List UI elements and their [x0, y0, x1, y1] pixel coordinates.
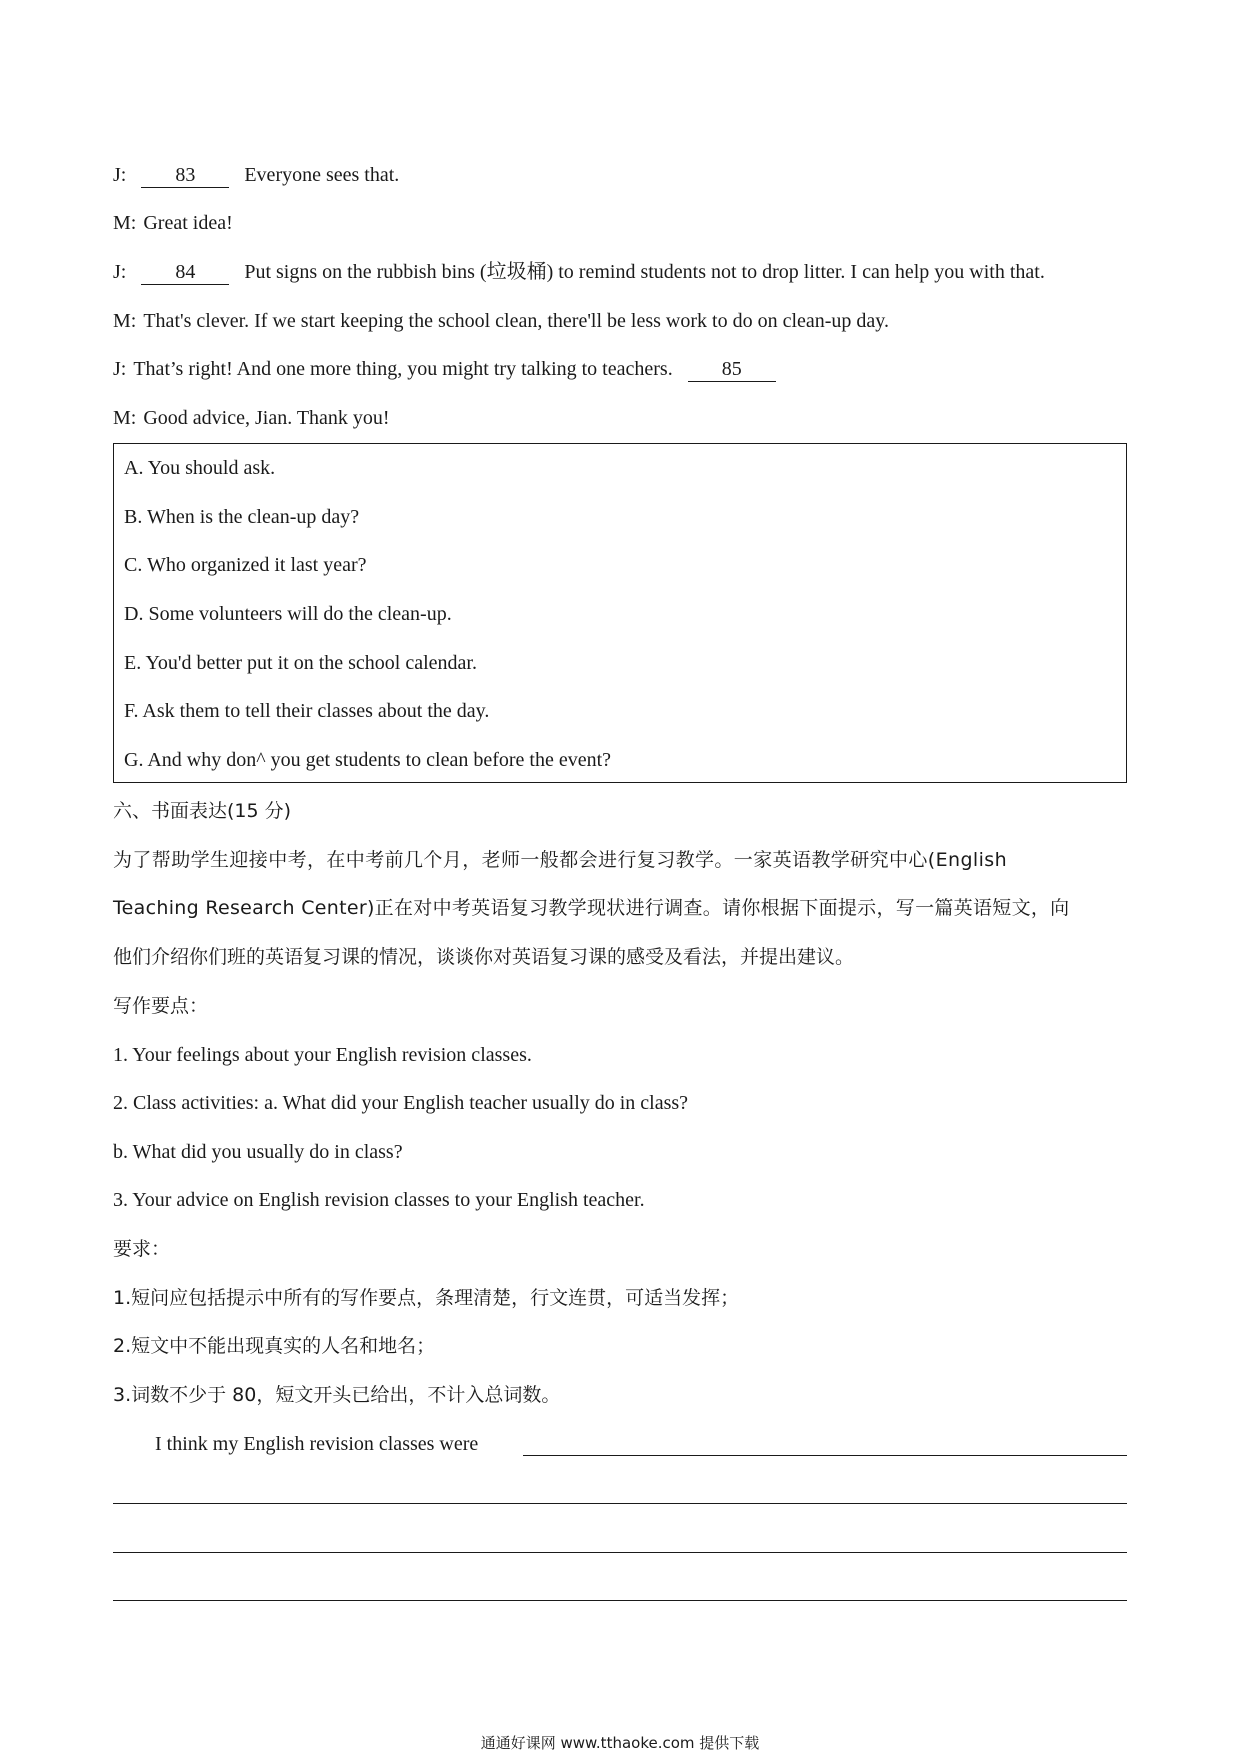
writing-line-2[interactable] — [113, 1503, 1127, 1504]
speaker: M: — [113, 310, 137, 332]
intro-line-2: Teaching Research Center)正在对中考英语复习教学现状进行调查。请你根据下面提示，写一篇英语短文，向 — [113, 897, 1070, 919]
page-footer: 通通好课网 www.tthaoke.com 提供下载 — [480, 1734, 760, 1752]
point-2: 2. Class activities: a. What did your English teacher usually do in class? — [113, 1092, 689, 1114]
dialogue-text: That’s right! And one more thing, you might try talking to teachers. — [133, 358, 673, 380]
dialogue-text: Great idea! — [143, 212, 233, 234]
writing-line-4[interactable] — [113, 1600, 1127, 1601]
speaker: J: — [113, 164, 127, 186]
dialogue-text: Good advice, Jian. Thank you! — [143, 407, 390, 429]
writing-line-1[interactable] — [523, 1455, 1127, 1456]
answer-blank-85[interactable]: 85 — [688, 357, 776, 382]
speaker: M: — [113, 212, 137, 234]
option-e: E. You'd better put it on the school calendar. — [124, 652, 477, 674]
option-d: D. Some volunteers will do the clean-up. — [124, 603, 452, 625]
option-c: C. Who organized it last year? — [124, 554, 367, 576]
dialogue-text: Put signs on the rubbish bins (垃圾桶) to remind students not to drop litter. I can help you with that. — [244, 261, 1045, 283]
requirements-title: 要求： — [113, 1238, 171, 1260]
options-box — [113, 443, 1127, 783]
essay-starter: I think my English revision classes were — [155, 1433, 479, 1455]
writing-line-3[interactable] — [113, 1552, 1127, 1553]
option-a: A. You should ask. — [124, 457, 276, 479]
dialogue-line-2 — [113, 209, 233, 237]
dialogue-line-3 — [113, 258, 1045, 286]
option-g: G. And why don^ you get students to clean before the event? — [124, 749, 612, 771]
answer-blank-83[interactable]: 83 — [141, 163, 229, 188]
option-f: F. Ask them to tell their classes about the day. — [124, 700, 490, 722]
section-heading: 六、书面表达(15 分) — [113, 800, 292, 822]
dialogue-line-6 — [113, 404, 390, 432]
dialogue-line-4 — [113, 307, 889, 335]
intro-line-1: 为了帮助学生迎接中考，在中考前几个月，老师一般都会进行复习教学。一家英语教学研究中心(English — [113, 849, 1008, 871]
answer-blank-84[interactable]: 84 — [141, 260, 229, 285]
point-2b: b. What did you usually do in class? — [113, 1141, 403, 1163]
speaker: J: — [113, 261, 127, 283]
dialogue-text: Everyone sees that. — [244, 164, 400, 186]
option-b: B. When is the clean-up day? — [124, 506, 360, 528]
points-title: 写作要点： — [113, 995, 209, 1017]
requirement-2: 2.短文中不能出现真实的人名和地名； — [113, 1335, 436, 1357]
speaker: M: — [113, 407, 137, 429]
requirement-3: 3.词数不少于 80，短文开头已给出，不计入总词数。 — [113, 1384, 561, 1406]
speaker: J: — [113, 358, 127, 380]
intro-line-3: 他们介绍你们班的英语复习课的情况，谈谈你对英语复习课的感受及看法，并提出建议。 — [113, 946, 855, 968]
point-1: 1. Your feelings about your English revision classes. — [113, 1044, 532, 1066]
dialogue-line-1 — [113, 161, 399, 189]
dialogue-line-5 — [113, 355, 776, 383]
point-3: 3. Your advice on English revision classes to your English teacher. — [113, 1189, 645, 1211]
dialogue-text: That's clever. If we start keeping the school clean, there'll be less work to do on clean-up day. — [143, 310, 889, 332]
requirement-1: 1.短问应包括提示中所有的写作要点，条理清楚，行文连贯，可适当发挥； — [113, 1287, 740, 1309]
